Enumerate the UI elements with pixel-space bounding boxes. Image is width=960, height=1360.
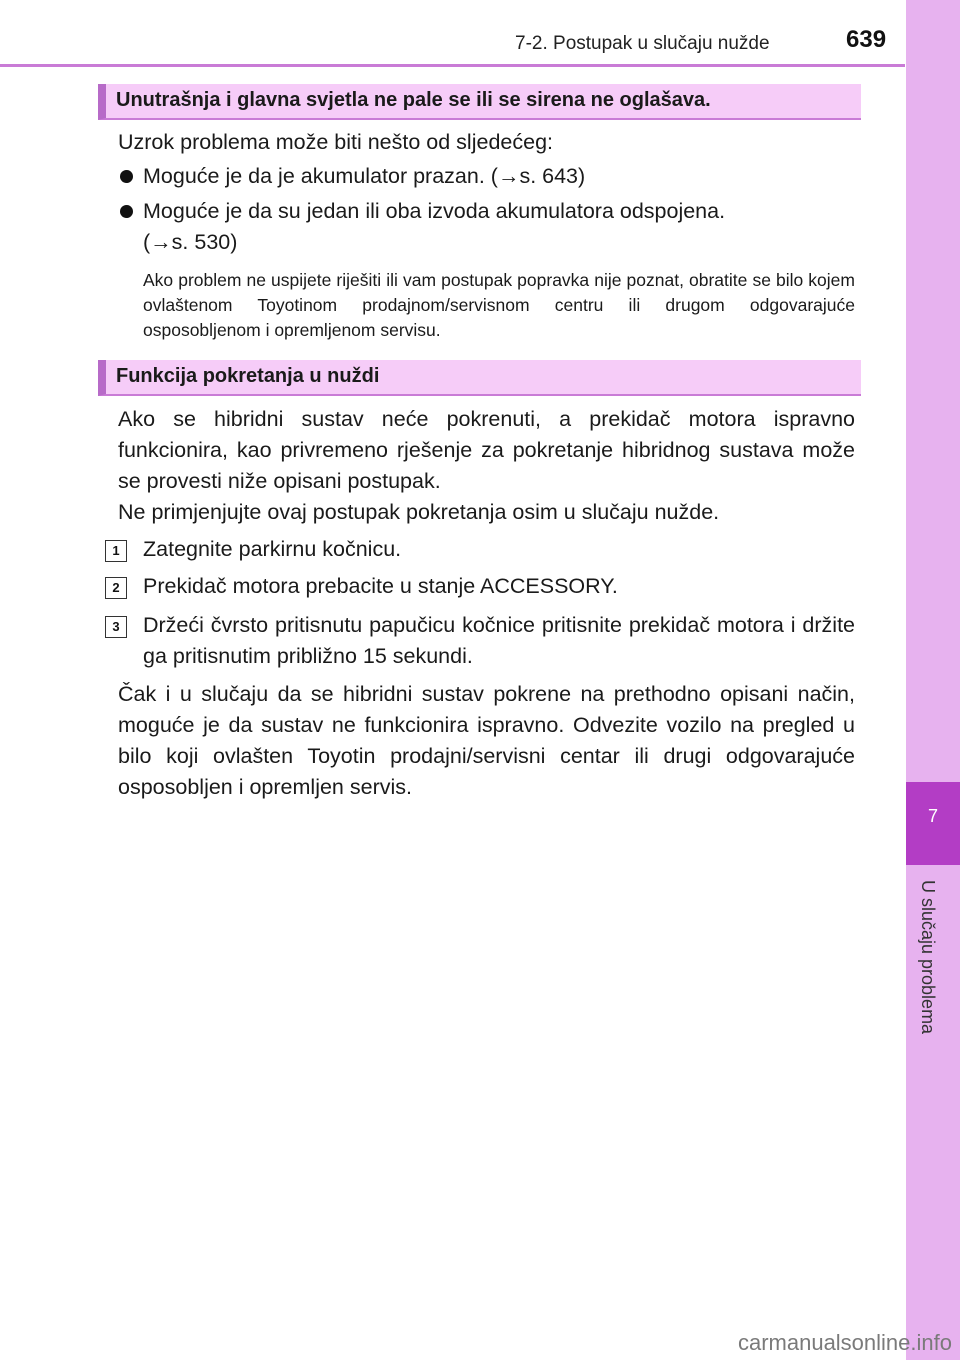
step-number-badge: 3 <box>105 616 127 638</box>
header-section-label: 7-2. Postupak u slučaju nužde <box>515 33 770 54</box>
step-text: Zategnite parkirnu kočnicu. <box>143 537 402 561</box>
section-title: Funkcija pokretanja u nuždi <box>116 365 380 387</box>
step-number-badge: 2 <box>105 577 127 599</box>
step-number-badge: 1 <box>105 540 127 562</box>
closing-paragraph: Čak i u slučaju da se hibridni sustav pokrene na prethodno opisani način, moguće je da sustav ne funkcionira ispravno. Odvezite vozilo na pregled u bilo koji ovlašten Toyotin prodajni/servisni centar ili drugi odgovarajuće osposobljen i opremljen servis. <box>118 682 855 799</box>
bullet-item: Moguće je da je akumulator prazan. (→s. 643) <box>143 164 586 188</box>
section-header-lights <box>98 84 861 120</box>
page-number: 639 <box>846 26 887 53</box>
bullet-item: Moguće je da su jedan ili oba izvoda akumulatora odspojena. <box>143 199 726 223</box>
service-note: Ako problem ne uspijete riješiti ili vam postupak popravka nije poznat, obratite se bilo kojem ovlaštenom Toyotinom prodajnom/servisnom centru ili drugom odgovarajuće osposobljenom i opremljenom servisu. <box>143 270 855 340</box>
section-header-emergency-start <box>98 360 861 396</box>
watermark: carmanualsonline.info <box>737 1330 952 1355</box>
warning-paragraph: Ne primjenjujte ovaj postupak pokretanja osim u slučaju nužde. <box>118 500 720 524</box>
section-title: Unutrašnja i glavna svjetla ne pale se ili se sirena ne oglašava. <box>116 89 711 111</box>
section-intro: Uzrok problema može biti nešto od sljedećeg: <box>118 130 553 154</box>
step-text: Prekidač motora prebacite u stanje ACCESSORY. <box>143 574 618 598</box>
chapter-number: 7 <box>927 806 938 826</box>
chapter-sidebar <box>906 0 960 1360</box>
header-divider <box>0 64 905 67</box>
chapter-title: U slučaju problema <box>918 880 938 1035</box>
bullet-item-continuation: (→s. 530) <box>143 230 238 254</box>
step-text: Držeći čvrsto pritisnutu papučicu kočnice pritisnite prekidač motora i držite ga pritisnutim približno 15 sekundi. <box>143 613 855 668</box>
bullet-icon <box>120 170 133 183</box>
bullet-icon <box>120 205 133 218</box>
intro-paragraph: Ako se hibridni sustav neće pokrenuti, a prekidač motora ispravno funkcionira, kao privremeno rješenje za pokretanje hibridnog sustava može se provesti niže opisani postupak. <box>118 407 855 493</box>
